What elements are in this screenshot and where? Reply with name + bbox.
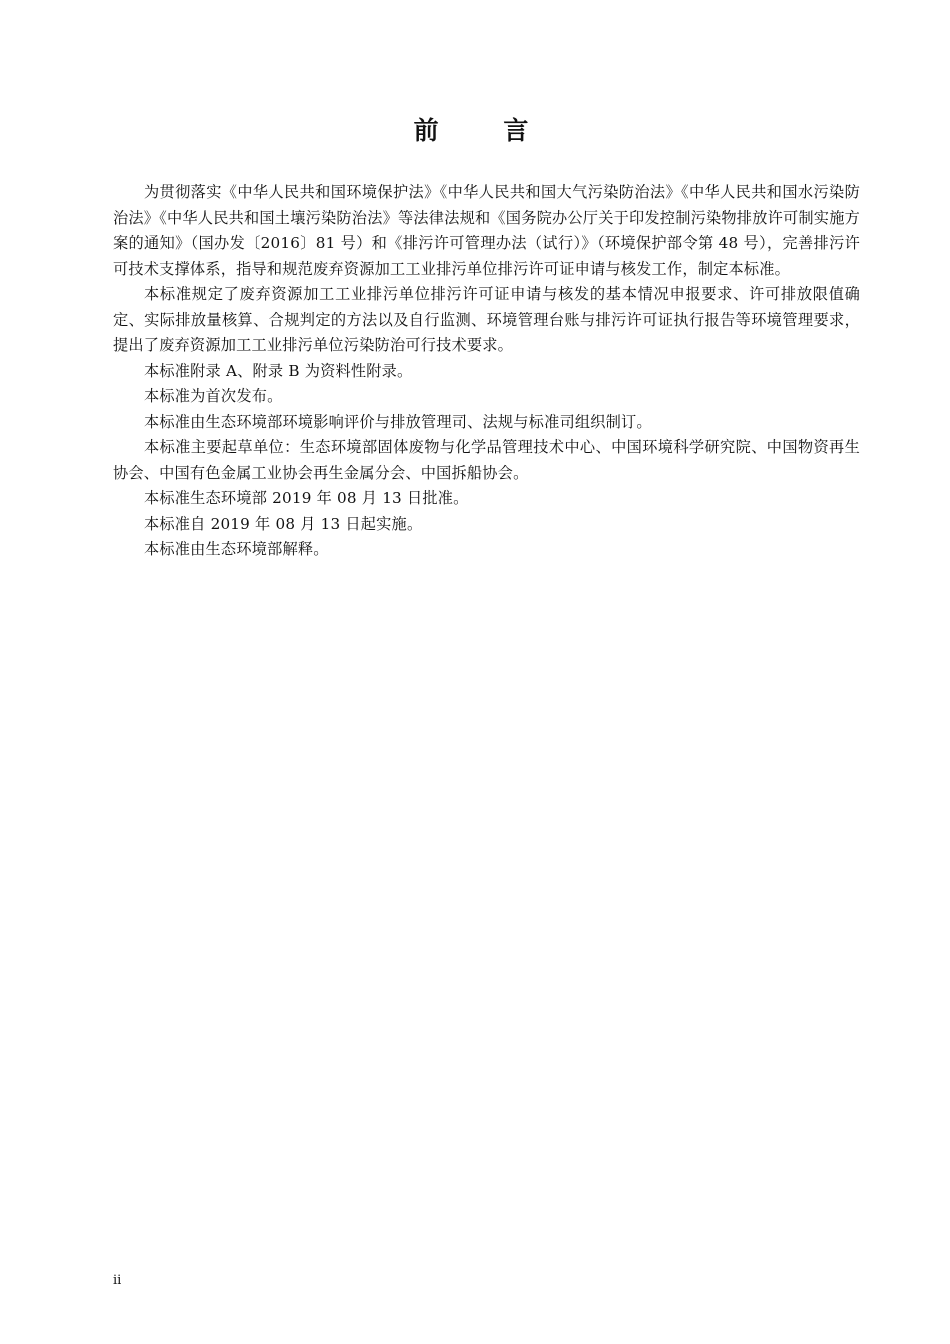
paragraph-approval: 本标准生态环境部 2019 年 08 月 13 日批准。 bbox=[144, 489, 469, 507]
page-title: 前 言 bbox=[413, 116, 557, 145]
paragraph-first-release: 本标准为首次发布。 bbox=[144, 387, 283, 405]
paragraph-interpretation: 本标准由生态环境部解释。 bbox=[144, 540, 329, 558]
paragraph-effective: 本标准自 2019 年 08 月 13 日起实施。 bbox=[144, 514, 423, 533]
page-number: ii bbox=[113, 1273, 122, 1288]
paragraph-scope: 本标准规定了废弃资源加工工业排污单位排污许可证申请与核发的基本情况申报要求、许可排放限值确定、实际排放量核算、合规判定的方法以及自行监测、环境管理台账与排污许可证执行报告等环境管理要求，提出了废弃资源加工工业排污单位污染防治可行技术要求。 bbox=[113, 285, 860, 354]
paragraph-organizer: 本标准由生态环境部环境影响评价与排放管理司、法规与标准司组织制订。 bbox=[144, 412, 652, 431]
paragraph-purpose: 为贯彻落实《中华人民共和国环境保护法》《中华人民共和国大气污染防治法》《中华人民共和国水污染防治法》《中华人民共和国土壤污染防治法》等法律法规和《国务院办公厅关于印发控制污染物排放许可制实施方案的通知》（国办发〔2016〕81 号）和《排污许可管理办法（试行）》（环境保护部令第 48 号），完善排污许可技术支撑体系，指导和规范废弃资源加工工业排污单位排污许可证申请与核发工作，制定本标准。 bbox=[113, 183, 860, 278]
foreword-body bbox=[113, 180, 860, 563]
paragraph-drafters: 本标准主要起草单位：生态环境部固体废物与化学品管理技术中心、中国环境科学研究院、中国物资再生协会、中国有色金属工业协会再生金属分会、中国拆船协会。 bbox=[113, 438, 860, 482]
paragraph-appendix: 本标准附录 A、附录 B 为资料性附录。 bbox=[144, 361, 413, 380]
